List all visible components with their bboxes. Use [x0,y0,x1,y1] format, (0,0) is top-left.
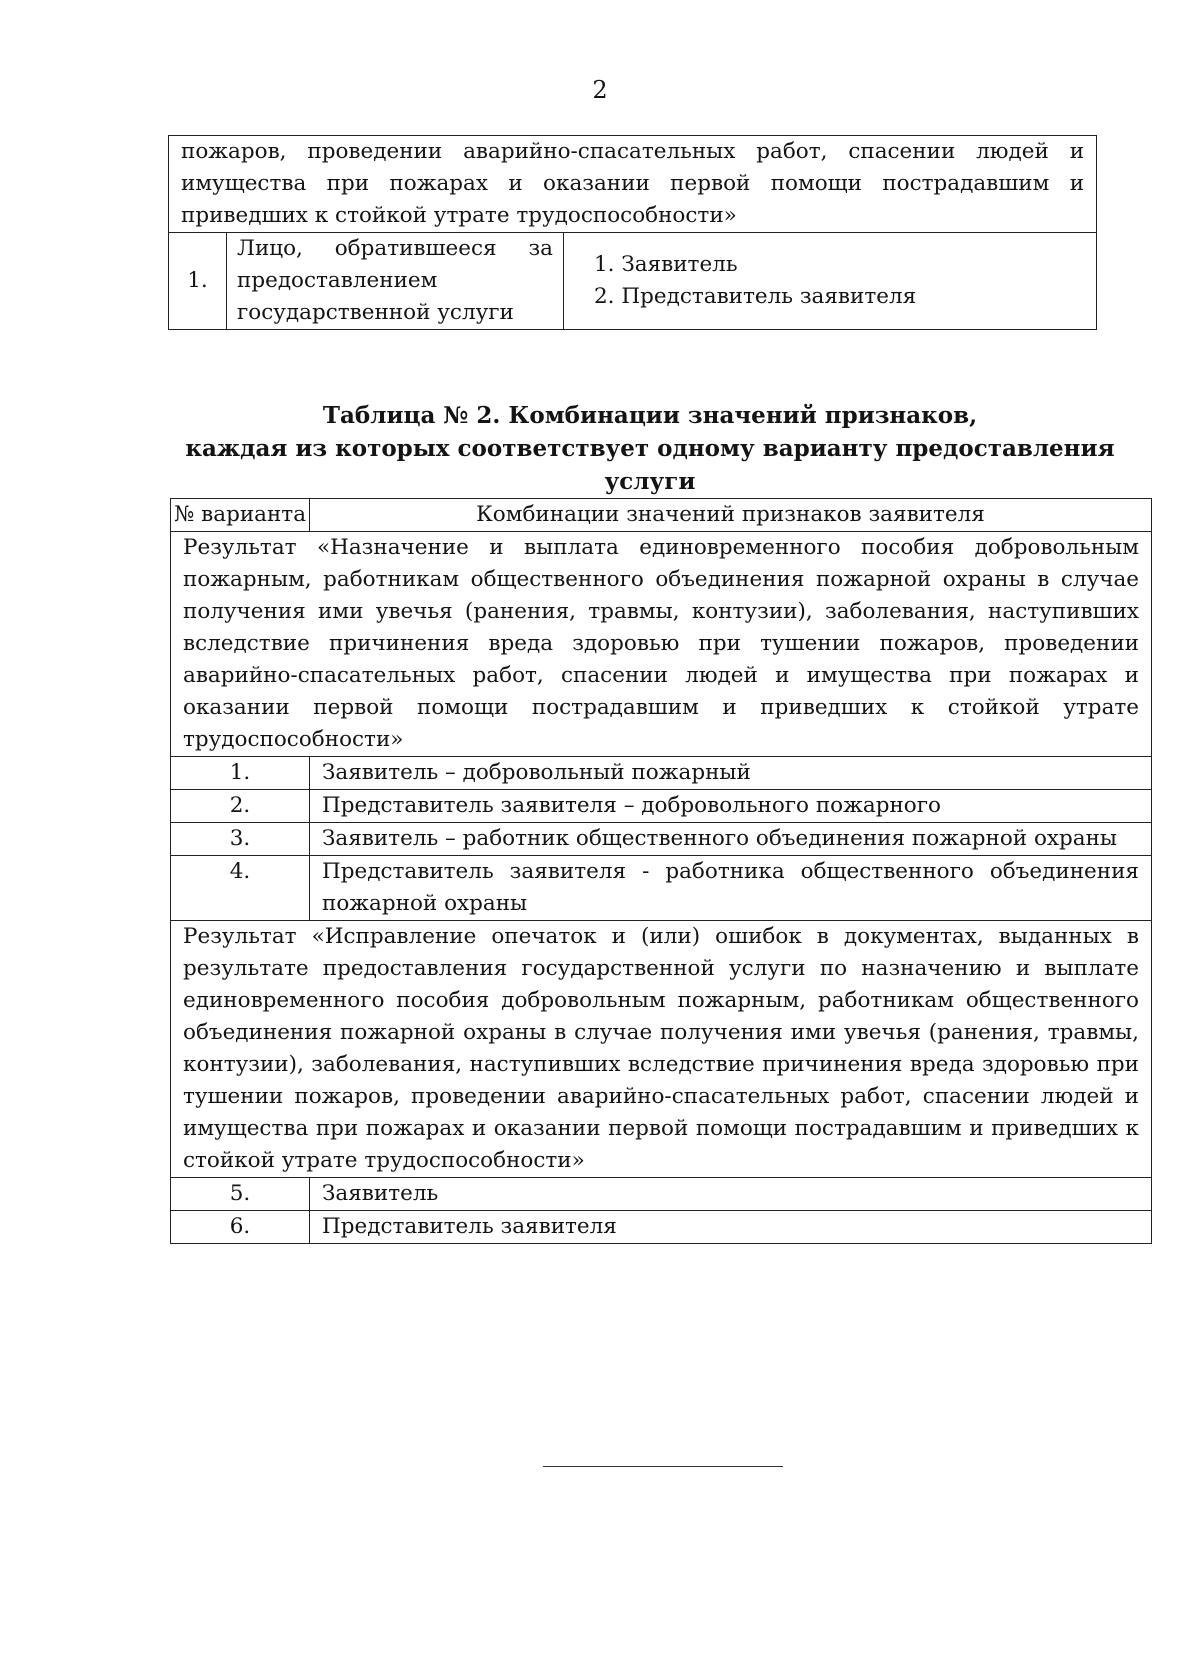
end-of-document-line [543,1466,783,1467]
applicant-attributes-table [168,135,1097,330]
variant-text: Представитель заявителя - работника общественного объединения пожарной охраны [310,856,1152,921]
header-variant-number: № варианта [171,499,310,532]
variant-text: Представитель заявителя – добровольного пожарного [310,790,1152,823]
variant-number: 5. [171,1178,310,1211]
table-row [171,757,1152,790]
applicant-types-list [594,249,1066,313]
continuation-text: пожаров, проведении аварийно-спасательных работ, спасении людей и имущества при пожарах и оказании первой помощи пострадавшим и приведших к стойкой утрате трудоспособности» [169,136,1097,233]
list-item: 2. Представитель заявителя [594,284,917,309]
table-row [171,856,1152,921]
header-combination: Комбинации значений признаков заявителя [310,499,1152,532]
variant-number: 1. [171,757,310,790]
variant-number: 6. [171,1211,310,1244]
variant-text: Представитель заявителя [310,1211,1152,1244]
table-row [169,233,1097,330]
table-row [171,790,1152,823]
table-row [171,823,1152,856]
table2-title-line1: Таблица № 2. Комбинации значений признаков, [322,402,978,429]
result-section-row [171,921,1152,1178]
result-title: Результат «Исправление опечаток и (или) ошибок в документах, выданных в результате предоставления государственной услуги по назначению и выплате единовременного пособия добровольным пожарным, работникам общественного объединения пожарной охраны в случае получения ими увечья (ранения, травмы, контузии), заболевания, наступивших вследствие причинения вреда здоровью при тушении пожаров, проведении аварийно-спасательных работ, спасении людей и имущества при пожарах и оказании первой помощи пострадавшим и приведших к стойкой утрате трудоспособности» [171,921,1152,1178]
variant-text: Заявитель [310,1178,1152,1211]
table-row [171,1211,1152,1244]
page-number: 2 [592,76,608,104]
variant-number: 2. [171,790,310,823]
table-continuation-row [169,136,1097,233]
table2-title [150,399,1150,498]
table-row [171,1178,1152,1211]
attribute-values [564,233,1097,330]
result-title: Результат «Назначение и выплата единовременного пособия добровольным пожарным, работникам общественного объединения пожарной охраны в случае получения ими увечья (ранения, травмы, контузии), заболевания, наступивших вследствие причинения вреда здоровью при тушении пожаров, проведении аварийно-спасательных работ, спасении людей и имущества при пожарах и оказании первой помощи пострадавшим и приведших к стойкой утрате трудоспособности» [171,532,1152,757]
table-header-row [171,499,1152,532]
variant-number: 4. [171,856,310,921]
variant-number: 3. [171,823,310,856]
row-number: 1. [169,233,227,330]
table2-title-line2: каждая из которых соответствует одному варианту предоставления услуги [185,435,1115,495]
attribute-name: Лицо, обратившееся за предоставлением государственной услуги [227,233,564,330]
list-item: 1. Заявитель [594,252,738,277]
result-section-row [171,532,1152,757]
variant-text: Заявитель – добровольный пожарный [310,757,1152,790]
variant-text: Заявитель – работник общественного объединения пожарной охраны [310,823,1152,856]
variant-combinations-table [170,498,1152,1244]
